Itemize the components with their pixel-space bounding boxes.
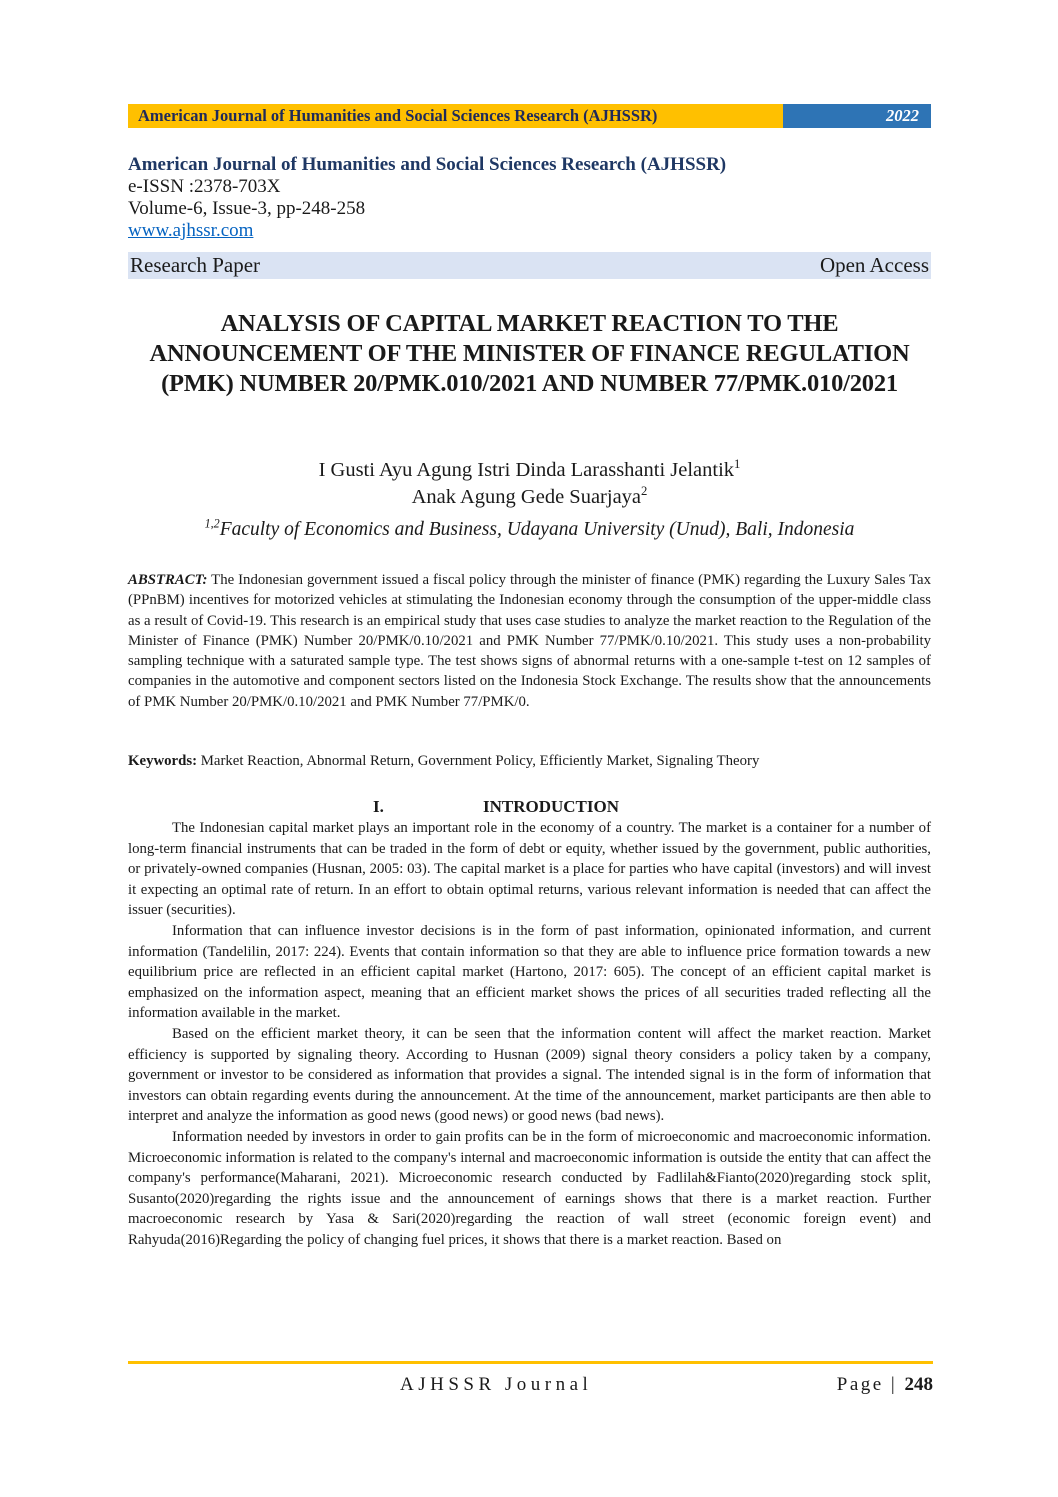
journal-meta (128, 154, 931, 242)
paragraph: The Indonesian capital market plays an important role in the economy of a country. The market is a container for a number of long-term financial instruments that can be traded in the form of debt or equity, whether issued by the government, public authorities, or privately-owned companies (Husnan, 2005: 03). The capital market is a place for parties who have capital (investors) and will invest it expecting an optimal rate of return. In an effort to obtain optimal returns, various relevant information is needed that can affect the issuer (securities). (128, 820, 931, 919)
access-type: Open Access (819, 253, 929, 277)
affiliation: $^{1,2}$Faculty of Economics and Business, Udayana University (Unud), Bali, Indonesia (204, 516, 855, 540)
paper-type: Research Paper (130, 253, 261, 277)
running-header (128, 104, 931, 128)
footer-rule (128, 1361, 933, 1364)
section-title: INTRODUCTION (483, 797, 620, 816)
running-header-year: 2022 (783, 104, 931, 128)
author: Anak Agung Gede Suarjaya$^2$ (411, 484, 648, 508)
author: I Gusti Ayu Agung Istri Dinda Larasshanti Jelantik$^1$ (318, 457, 741, 481)
journal-website-link[interactable]: www.ajhssr.com (128, 220, 254, 241)
keywords-text: Market Reaction, Abnormal Return, Government Policy, Efficiently Market, Signaling Theory (200, 753, 760, 769)
keywords (128, 751, 931, 771)
body-text (128, 818, 931, 1250)
paragraph: Based on the efficient market theory, it can be seen that the information content will affect the market reaction. Market efficiency is supported by signaling theory. According to Husnan (2009) signal theory considers a policy taken by a company, government or investor to be considered as information that provides a signal. The intended signal is in the form of information that investors can obtain regarding events during the announcement. At the time of the announcement, market participants are then able to interpret and analyze the information as good news (good news) or good news (bad news). (128, 1025, 931, 1125)
keywords-label: Keywords: (128, 753, 198, 769)
journal-name: American Journal of Humanities and Social Sciences Research (AJHSSR) (128, 154, 727, 175)
footer-journal: AJHSSR Journal (400, 1374, 593, 1395)
footer-page: Page | 248 (836, 1374, 933, 1395)
author-list (128, 457, 931, 511)
issn: e-ISSN :2378-703X (128, 176, 281, 197)
page-number: 248 (904, 1374, 933, 1395)
paragraph: Information that can influence investor decisions is in the form of past information, opinionated information, and current information (Tandelilin, 2017: 224). Events that contain information so that they are able to influence price formation towards a new equilibrium price are reflected in an efficient capital market (Hartono, 2017: 605). The concept of an efficient capital market is emphasized on the information aspect, meaning that an efficient market shows the prices of all securities traded reflecting all the information available in the market. (128, 922, 931, 1022)
abstract (128, 570, 931, 712)
volume-issue: Volume-6, Issue-3, pp-248-258 (128, 198, 366, 219)
paper-title: ANALYSIS OF CAPITAL MARKET REACTION TO THE ANNOUNCEMENT OF THE MINISTER OF FINANCE REGULATION (PMK) NUMBER 20/PMK.010/2021 AND NUMBER 77/PMK.010/2021 (149, 310, 910, 397)
section-number: I. (373, 797, 384, 816)
page-footer (128, 1372, 933, 1398)
paragraph: Information needed by investors in order to gain profits can be in the form of microeconomic and macroeconomic information. Microeconomic information is related to the company's internal and macroeconomic information is outside the entity that can affect the company's performance(Maharani, 2021). Microeconomic research conducted by Fadlilah&Fianto(2020)regarding stock split, Susanto(2020)regarding the rights issue and the announcement of earnings shows that there is a market reaction. Further macroeconomic research by Yasa & Sari(2020)regarding the reaction of wall street (economic foreign event) and Rahyuda(2016)Regarding the policy of changing fuel prices, it shows that there is a market reaction. Based on (128, 1128, 931, 1248)
running-header-journal: American Journal of Humanities and Social Sciences Research (AJHSSR) (128, 104, 783, 128)
abstract-label: ABSTRACT: (128, 572, 208, 588)
paper-type-band (128, 252, 931, 279)
abstract-text: The Indonesian government issued a fiscal policy through the minister of finance (PMK) regarding the Luxury Sales Tax (PPnBM) incentives for motorized vehicles at stimulating the Indonesian economy through the consumption of the upper-middle class as a result of Covid-19. This research is an empirical study that uses case studies to analyze the market reaction to the Regulation of the Minister of Finance (PMK) Number 20/PMK/0.10/2021 and PMK Number 77/PMK/0.10/2021. This study uses a non-probability sampling technique with a saturated sample type. The test shows signs of abnormal returns with a one-sample t-test on 12 samples of companies in the automotive and component sectors listed on the Indonesia Stock Exchange. The results show that the announcements of PMK Number 20/PMK/0.10/2021 and PMK Number 77/PMK/0. (128, 572, 932, 710)
